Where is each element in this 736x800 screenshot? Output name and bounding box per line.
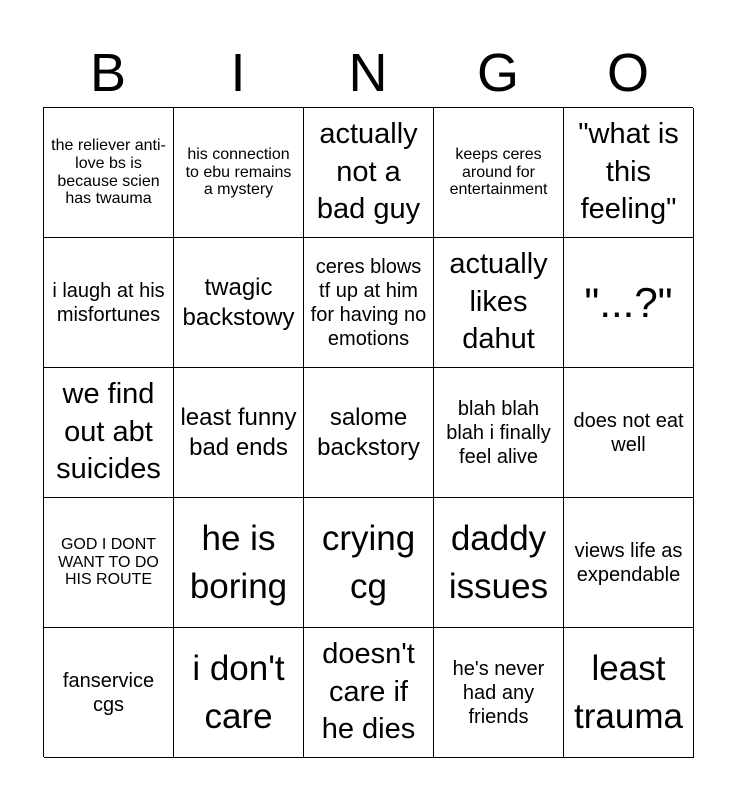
bingo-cell[interactable]: ceres blows tf up at him for having no emotions <box>304 238 434 368</box>
bingo-cell[interactable]: keeps ceres around for entertainment <box>434 108 564 238</box>
bingo-cell[interactable]: i laugh at his misfortunes <box>44 238 174 368</box>
bingo-cell[interactable]: views life as expendable <box>564 498 694 628</box>
bingo-cell[interactable]: i don't care <box>174 628 304 758</box>
bingo-header <box>43 40 693 106</box>
bingo-cell[interactable]: salome backstory <box>304 368 434 498</box>
header-letter-b: B <box>89 43 127 103</box>
bingo-cell[interactable]: fanservice cgs <box>44 628 174 758</box>
header-letter-o: O <box>606 43 649 103</box>
bingo-cell[interactable]: we find out abt suicides <box>44 368 174 498</box>
bingo-cell[interactable]: actually likes dahut <box>434 238 564 368</box>
bingo-cell[interactable]: his connection to ebu remains a mystery <box>174 108 304 238</box>
bingo-cell[interactable]: "...?" <box>564 238 694 368</box>
bingo-cell[interactable]: twagic backstowy <box>174 238 304 368</box>
bingo-cell[interactable]: blah blah blah i finally feel alive <box>434 368 564 498</box>
bingo-cell[interactable]: the reliever anti-love bs is because scien has twauma <box>44 108 174 238</box>
bingo-cell[interactable]: does not eat well <box>564 368 694 498</box>
bingo-cell[interactable]: GOD I DONT WANT TO DO HIS ROUTE <box>44 498 174 628</box>
header-letter-g: G <box>476 43 519 103</box>
bingo-cell[interactable]: daddy issues <box>434 498 564 628</box>
bingo-cell[interactable]: least funny bad ends <box>174 368 304 498</box>
bingo-cell[interactable]: "what is this feeling" <box>564 108 694 238</box>
bingo-cell[interactable]: crying cg <box>304 498 434 628</box>
header-letter-i: I <box>230 43 246 103</box>
bingo-cell[interactable]: he's never had any friends <box>434 628 564 758</box>
bingo-cell[interactable]: actually not a bad guy <box>304 108 434 238</box>
bingo-cell[interactable]: least trauma <box>564 628 694 758</box>
header-letter-n: N <box>348 43 388 103</box>
bingo-cell[interactable]: he is boring <box>174 498 304 628</box>
bingo-grid <box>43 107 693 757</box>
bingo-cell[interactable]: doesn't care if he dies <box>304 628 434 758</box>
